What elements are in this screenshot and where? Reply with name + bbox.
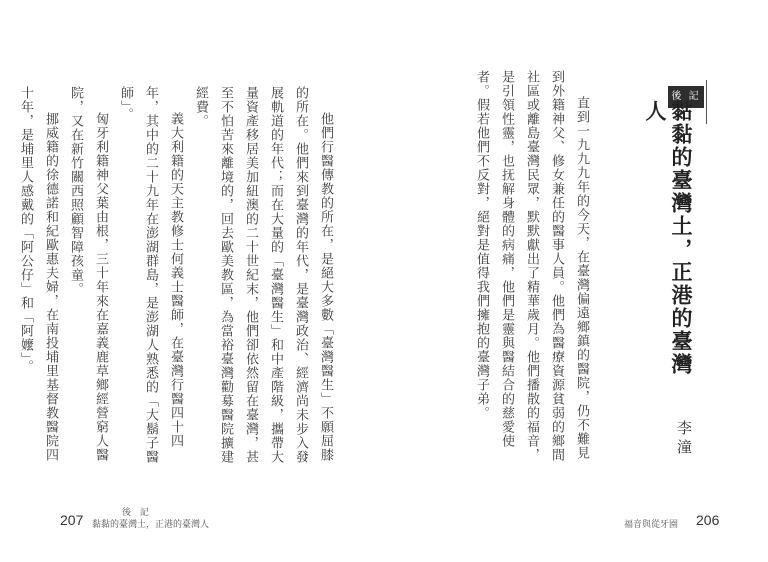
left-paragraph-2: 義大利籍的天主教修士何義士醫師，在臺灣行醫四十四年，其中的二十九年在澎湖群島，是澎湖人熟悉的「大鬍子醫師」。 xyxy=(118,86,183,464)
section-tag-rule xyxy=(706,80,707,124)
left-paragraph-1: 他們行醫傳教的所在，是絕大多數「臺灣醫生」不願屈膝的所在。他們來到臺灣的年代，是臺灣政治、經濟尚未步入發展軌道的年代；而在大量的「臺灣醫生」和中產階級，攜帶大量資產移居美加紐澳的二十世紀末，他們卻依然留在臺灣，甚至不怕苦來離境的，回去歐美教區，為當裕臺灣勸募醫院擴建經費。 xyxy=(193,86,333,464)
right-running-head-title: 福音與從牙園 xyxy=(624,520,679,530)
left-running-head-title: 黏黏的臺灣土，正港的臺灣人 xyxy=(92,520,210,530)
left-page-number: 207 xyxy=(60,512,84,528)
right-page-number: 206 xyxy=(696,512,720,528)
left-paragraph-4: 挪威籍的徐德諾和紀歐惠夫婦，在南投埔里基督教醫院四十年，是埔里人感戴的「阿公仔」和「阿嬤」。 xyxy=(18,86,58,462)
left-paragraph-3: 匈牙利籍神父葉由根，三十年來在嘉義鹿草鄉經營窮人醫院，又在新竹關西照顧智障孩童。 xyxy=(68,86,108,462)
chapter-title: 黏黏的臺灣土，正港的臺灣人 xyxy=(643,100,693,376)
left-running-head-section: 後 記 xyxy=(122,508,152,518)
section-tag: 後 記 xyxy=(668,86,704,108)
left-page-body xyxy=(18,86,338,466)
right-paragraph-1: 直到一九九九年的今天，在臺灣偏遠鄉鎮的醫院，仍不難見到外籍神父、修女兼任的醫事人員。他們為醫療資源貧弱的鄉間社區或離島臺灣民眾，默默獻出了精華歲月。他們播散的福音，是引領性靈，也抚解身體的病痛，他們是靈與醫結合的慈愛使者。假若他們不反對，絕對是值得我們擁抱的臺灣子弟。 xyxy=(474,70,589,462)
chapter-author: 李潼 xyxy=(675,420,693,458)
right-page xyxy=(384,0,768,562)
right-page-body xyxy=(434,70,594,470)
